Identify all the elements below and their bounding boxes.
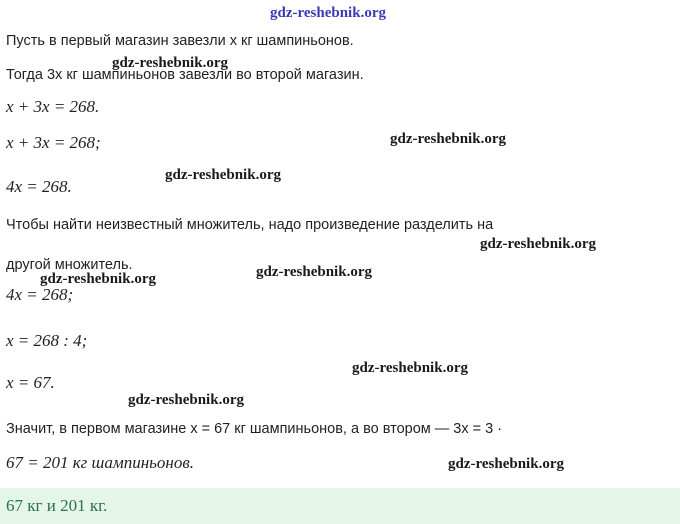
line-text-2: Тогда 3x кг шампиньонов завезли во второй магазин. [6,67,364,83]
equation-line [6,98,99,116]
line-text-10: x = 67. [6,373,55,392]
watermark [448,456,564,473]
line-text-11: Значит, в первом магазине x = 67 кг шампиньонов, а во втором — 3x = 3 · [6,421,503,437]
watermark [165,167,281,184]
answer-bar [0,488,680,524]
solution-line [6,420,502,438]
watermark-text: gdz-reshebnik.org [112,55,228,71]
equation-line [6,332,87,350]
line-text-7: другой множитель. [6,257,133,273]
watermark-text: gdz-reshebnik.org [270,5,386,21]
watermark [390,131,506,148]
watermark [352,360,468,377]
line-text-9: x = 268 : 4; [6,331,88,350]
watermark-text: gdz-reshebnik.org [480,236,596,252]
watermark-text: gdz-reshebnik.org [390,131,506,147]
watermark-text: gdz-reshebnik.org [448,456,564,472]
watermark-text: gdz-reshebnik.org [128,392,244,408]
equation-line [6,286,73,304]
equation-line [6,374,55,392]
equation-line [6,178,72,196]
watermark-text: gdz-reshebnik.org [256,264,372,280]
watermark [128,392,244,409]
equation-line [6,134,101,152]
watermark-text: gdz-reshebnik.org [40,271,156,287]
watermark [112,55,228,72]
line-text-3: x + 3x = 268. [6,97,100,116]
line-text-1: Пусть в первый магазин завезли x кг шампиньонов. [6,33,354,49]
line-text-4: x + 3x = 268; [6,133,101,152]
watermark-logo [270,5,386,22]
watermark [480,236,596,253]
watermark [256,264,372,281]
watermark-text: gdz-reshebnik.org [165,167,281,183]
watermark [40,271,156,288]
line-text-6: Чтобы найти неизвестный множитель, надо произведение разделить на [6,217,494,233]
line-text-5: 4x = 268. [6,177,72,196]
solution-line [6,32,354,50]
answer-text: 67 кг и 201 кг. [6,496,108,515]
solution-line [6,216,493,234]
solution-line [6,454,194,472]
watermark-text: gdz-reshebnik.org [352,360,468,376]
line-text-12: 67 = 201 кг шампиньонов. [6,453,194,472]
line-text-8: 4x = 268; [6,285,74,304]
